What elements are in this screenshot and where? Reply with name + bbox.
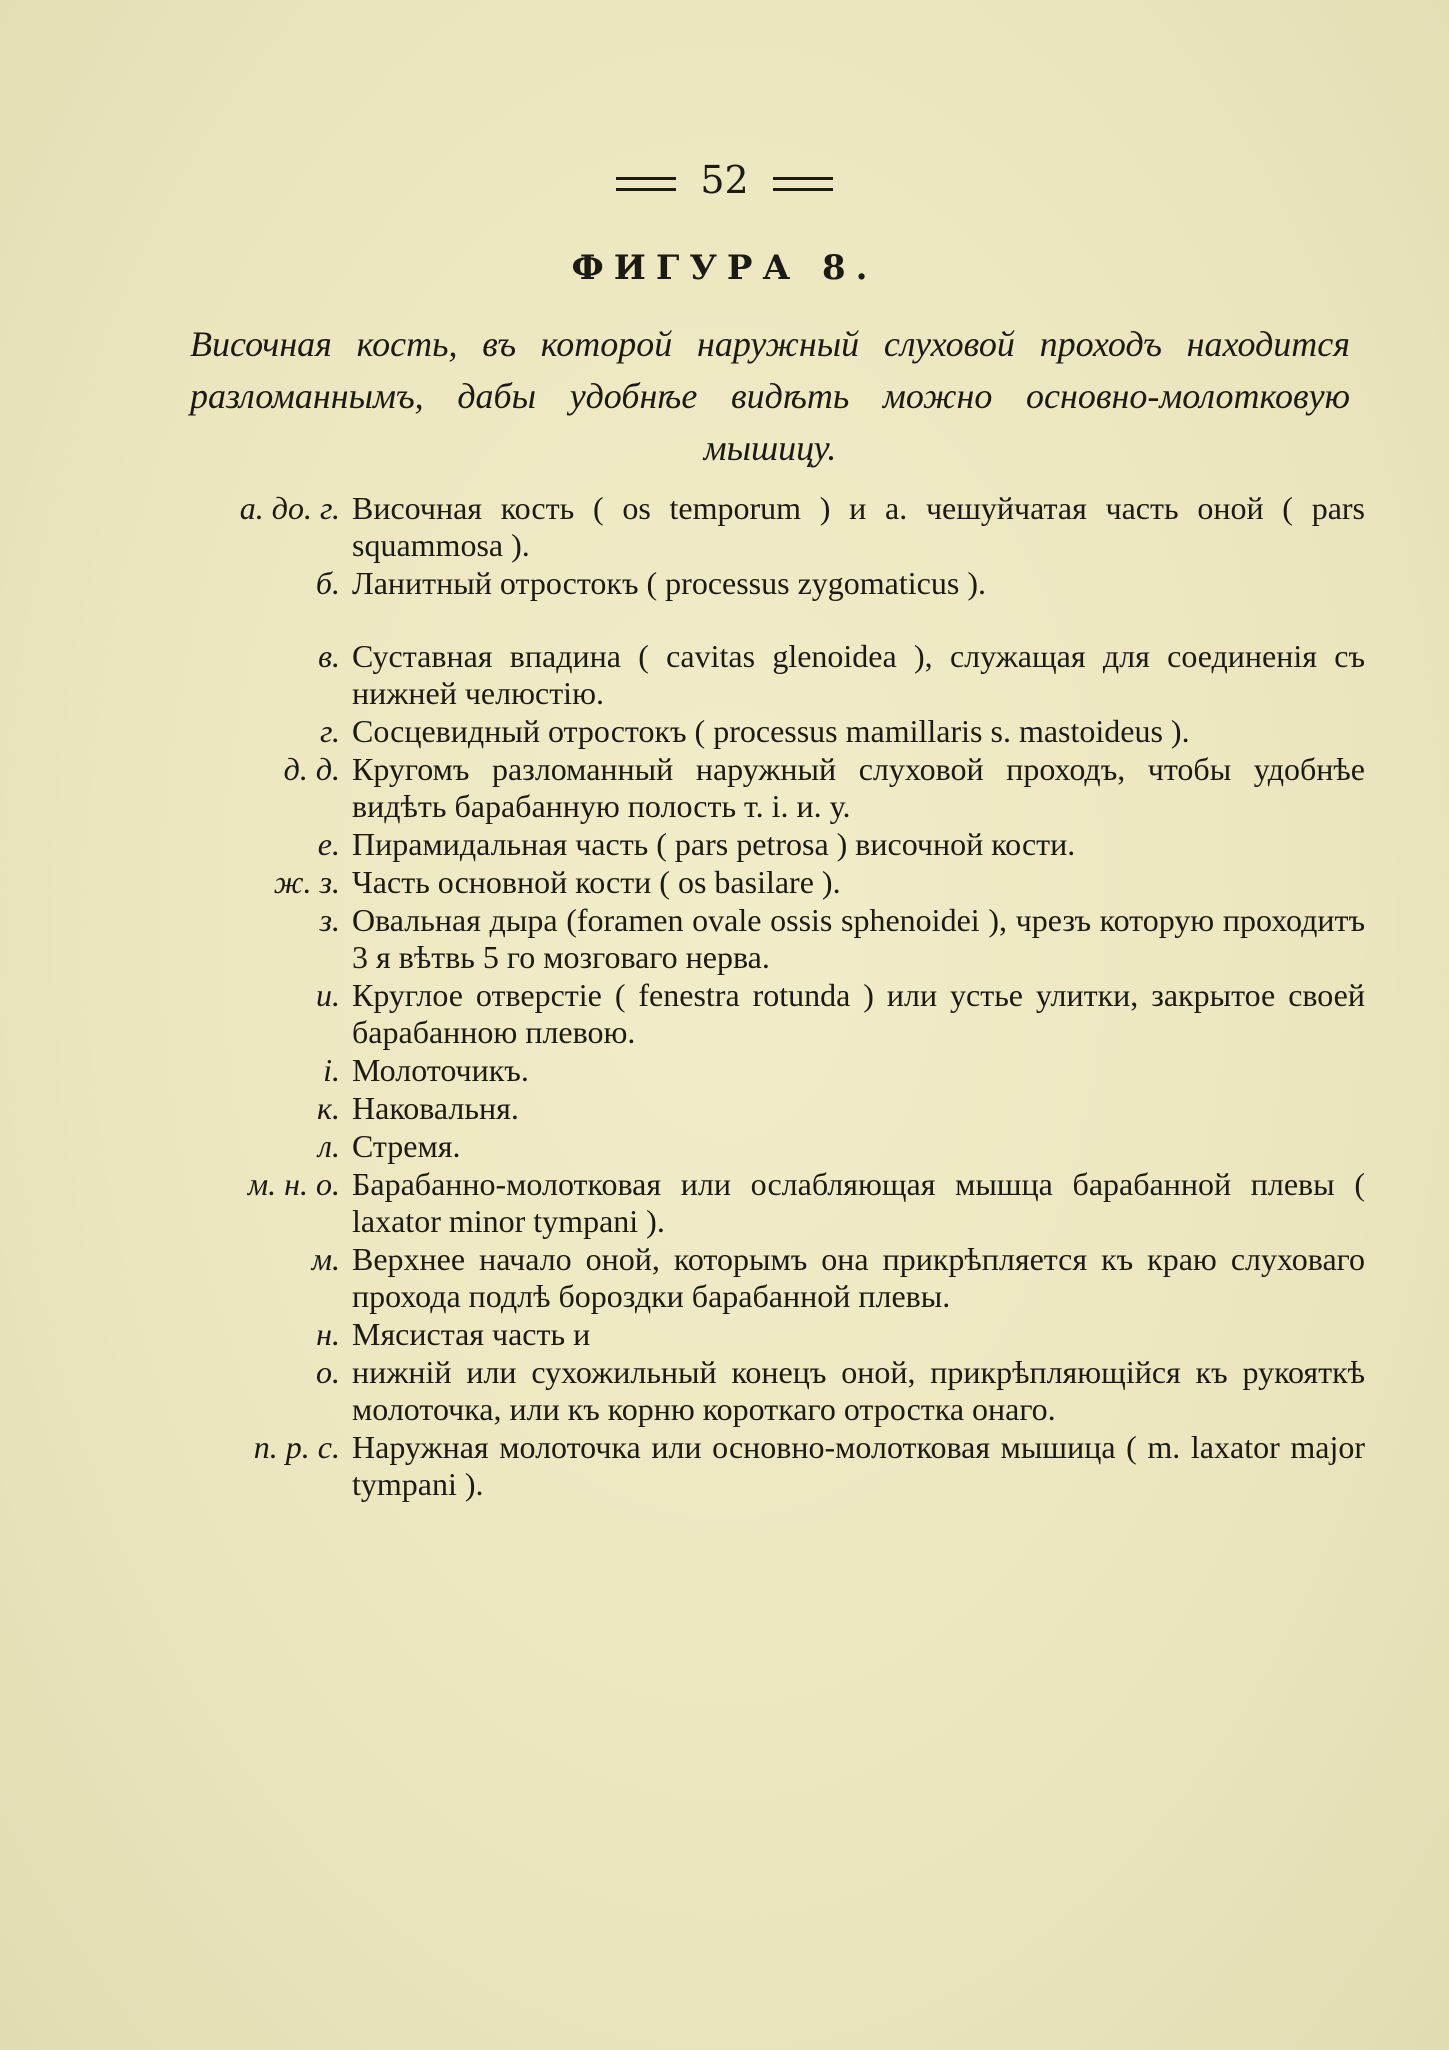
entry-text: Сосцевидный отростокъ ( processus mamillaris s. mastoideus ).: [352, 713, 1190, 749]
right-rule: [773, 177, 833, 191]
legend-entry: [185, 1052, 1365, 1089]
entry-label: а. до. г.: [239, 490, 340, 526]
figure-title: ФИГУРА 8.: [571, 248, 878, 288]
legend-entry: [185, 565, 1365, 602]
entry-text: Суставная впадина ( cavitas glenoidea ), служащая для соединенія съ нижней челюстію.: [352, 638, 1365, 711]
entry-label: и.: [316, 977, 340, 1013]
legend-entry: [185, 864, 1365, 901]
entry-text: нижній или сухожильный конецъ оной, прикрѣпляющійся къ рукояткѣ молоточка, или къ корню короткаго отростка онаго.: [352, 1354, 1365, 1427]
entry-label: к.: [317, 1090, 340, 1126]
entry-label: в.: [318, 638, 340, 674]
entry-text: Наковальня.: [352, 1090, 519, 1126]
entry-label: н.: [316, 1316, 340, 1352]
entry-label: з.: [319, 902, 340, 938]
entry-label: д. д.: [283, 751, 340, 787]
entry-text: Барабанно-молотковая или ослабляющая мышца барабанной плевы ( laxator minor tympani ).: [352, 1166, 1365, 1239]
legend-entry: [185, 713, 1365, 750]
entry-text: Пирамидальная часть ( pars petrosa ) височной кости.: [352, 826, 1076, 862]
legend-entry: [185, 638, 1365, 712]
entry-label: л.: [318, 1128, 340, 1164]
entry-label: м. н. о.: [247, 1166, 340, 1202]
legend-entry: [185, 977, 1365, 1051]
entry-text: Мясистая часть и: [352, 1316, 591, 1352]
entry-text: Молоточикъ.: [352, 1052, 529, 1088]
entry-label: м.: [311, 1241, 340, 1277]
entry-text: Стремя.: [352, 1128, 461, 1164]
left-rule: [616, 177, 676, 191]
page-number: 52: [700, 158, 749, 202]
entry-label: і.: [323, 1052, 340, 1088]
entry-text: Круглое отверстіе ( fenestra rotunda ) или устье улитки, закрытое своей барабанною плевою.: [352, 977, 1365, 1050]
legend-entry: [185, 826, 1365, 863]
legend-entry: [185, 751, 1365, 825]
entry-label: о.: [316, 1354, 340, 1390]
entry-label: г.: [319, 713, 340, 749]
legend-entry: [185, 1090, 1365, 1127]
entry-text: Овальная дыра (foramen ovale ossis sphenoidei ), чрезъ которую проходитъ 3 я вѣтвь 5 го мозговаго нерва.: [352, 902, 1365, 975]
legend-entry: [185, 1166, 1365, 1240]
entry-text: Верхнее начало оной, которымъ она прикрѣпляется къ краю слуховаго прохода подлѣ бороздки барабанной плевы.: [352, 1241, 1365, 1314]
legend-entry: [185, 1241, 1365, 1315]
entry-text: Ланитный отростокъ ( processus zygomaticus ).: [352, 565, 986, 601]
page-header: [0, 160, 1449, 200]
entry-label: ж. з.: [273, 864, 340, 900]
legend-list: [185, 490, 1365, 1504]
entry-text: Наружная молоточка или основно-молотковая мышица ( m. laxator major tympani ).: [352, 1429, 1365, 1502]
figure-caption: Височная кость, въ которой наружный слуховой проходъ находится разломаннымъ, дабы удобнѣе видѣть можно основно-молотковую мышицу.: [190, 324, 1350, 468]
entry-text: Височная кость ( os temporum ) и а. чешуйчатая часть оной ( pars squammosa ).: [352, 490, 1365, 563]
entry-text: Часть основной кости ( os basilare ).: [352, 864, 841, 900]
legend-entry: [185, 1354, 1365, 1428]
legend-entry: [185, 902, 1365, 976]
entry-label: п. р. с.: [253, 1429, 340, 1465]
legend-entry: [185, 490, 1365, 564]
entry-text: Кругомъ разломанный наружный слуховой проходъ, чтобы удобнѣе видѣть барабанную полость т. і. и. у.: [352, 751, 1365, 824]
legend-entry: [185, 1316, 1365, 1353]
legend-entry: [185, 1128, 1365, 1165]
entry-label: б.: [315, 565, 340, 601]
entry-label: е.: [317, 826, 340, 862]
legend-entry: [185, 1429, 1365, 1503]
